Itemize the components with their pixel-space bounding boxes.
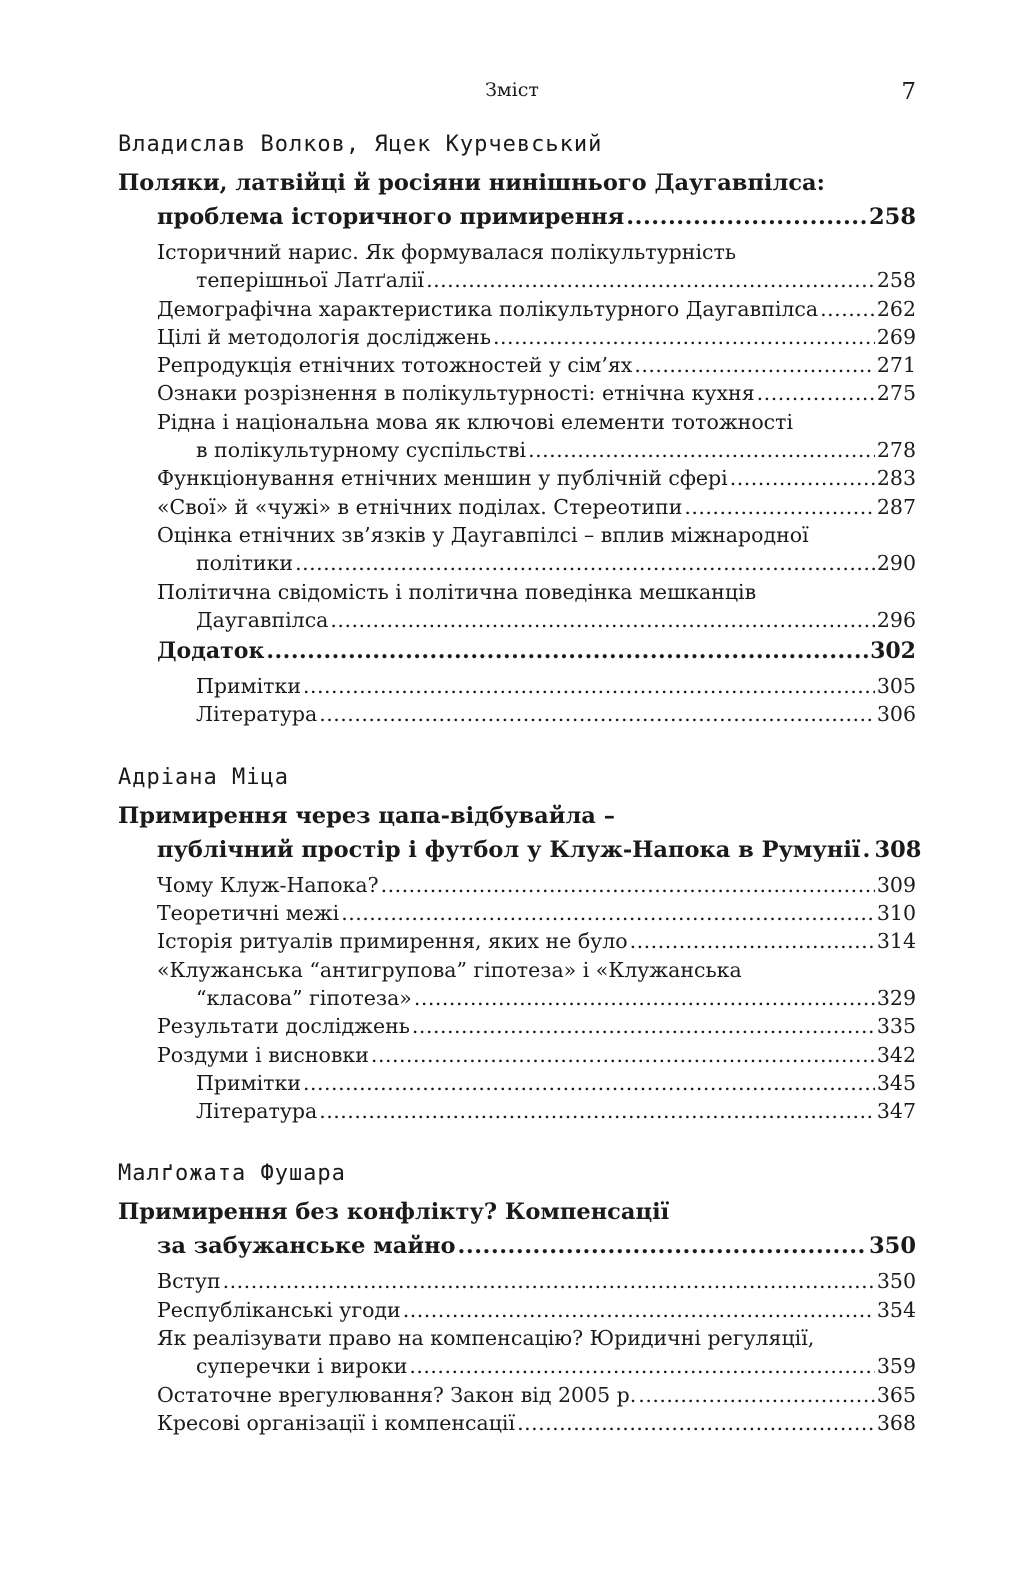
dot-leader (630, 927, 875, 955)
chapter-title-line2: публічний простір і футбол у Клуж-Напока в Румунії (157, 836, 861, 863)
dot-leader (403, 1296, 875, 1324)
toc-entry[interactable] (118, 956, 916, 1013)
chapter-page-number: 350 (869, 1233, 916, 1260)
entry-page-number: 290 (876, 551, 916, 576)
entry-page-number: 306 (876, 702, 916, 727)
toc-entry[interactable] (118, 1409, 916, 1437)
entry-text: Функціонування етнічних меншин у публічній сфері (157, 466, 728, 491)
entry-page-number: 342 (876, 1042, 916, 1067)
entry-text-line1: «Клужанська “антигрупова” гіпотеза» і «Клужанська (157, 957, 742, 982)
toc-entry[interactable] (118, 1041, 916, 1069)
entry-text-line1: Історичний нарис. Як формувалася полікультурність (157, 240, 737, 264)
dot-leader (319, 700, 875, 728)
toc-entry[interactable] (118, 1097, 916, 1125)
chapter-title[interactable] (118, 1195, 916, 1263)
entry-page-number: 335 (876, 1014, 916, 1039)
toc-entry[interactable] (118, 1267, 916, 1295)
section-authors: Адріана Міца (118, 764, 289, 790)
entry-page-number: 258 (876, 268, 916, 293)
toc-entry[interactable] (118, 1381, 916, 1409)
dot-leader (862, 833, 872, 867)
entry-page-number: 287 (876, 494, 916, 519)
table-of-contents (118, 130, 922, 1471)
entry-text-line1: Оцінка етнічних зв’язків у Даугавпілсі – вплив міжнародної (157, 522, 809, 547)
toc-entry[interactable] (118, 1324, 916, 1381)
chapter-page-number: 308 (874, 836, 922, 863)
chapter-title-line2: за забужанське майно (157, 1233, 456, 1260)
entry-text: Роздуми і висновки (157, 1042, 369, 1067)
entry-page-number: 329 (876, 985, 916, 1010)
entry-page-number: 283 (876, 466, 916, 491)
toc-section (118, 130, 916, 729)
dot-leader (757, 379, 875, 407)
entry-page-number: 296 (876, 607, 916, 632)
entry-text: Кресові організації і компенсації (157, 1410, 516, 1435)
entry-text: політики (196, 551, 294, 576)
dot-leader (319, 1097, 875, 1125)
entry-page-number: 309 (876, 872, 916, 897)
entry-text: теперішньої Латґалії (196, 268, 425, 293)
toc-entry[interactable] (118, 871, 916, 899)
entry-text: Результати досліджень (157, 1014, 410, 1039)
running-title: Зміст (485, 79, 539, 101)
toc-entry[interactable] (118, 408, 916, 465)
entry-text-line1: Політична свідомість і політична поведінка мешканців (157, 579, 757, 604)
toc-entry[interactable] (118, 700, 916, 728)
dot-leader (412, 1012, 875, 1040)
chapter-title-line1: Примирення через цапа-відбувайла – (118, 802, 615, 829)
entry-text: Даугавпілса (196, 607, 329, 632)
toc-entry[interactable] (118, 899, 916, 927)
entry-text: Теоретичні межі (157, 901, 340, 926)
entry-page-number: 310 (876, 901, 916, 926)
dot-leader (409, 1352, 875, 1380)
dot-leader (381, 871, 875, 899)
toc-entry[interactable] (118, 1012, 916, 1040)
dot-leader (820, 295, 875, 323)
entry-page-number: 269 (876, 324, 916, 349)
entry-page-number: 350 (876, 1269, 916, 1294)
entry-page-number: 262 (876, 296, 916, 321)
toc-entry[interactable] (118, 521, 916, 578)
entry-page-number: 305 (876, 674, 916, 699)
entry-text: Примітки (196, 1070, 301, 1095)
chapter-title[interactable] (118, 799, 922, 867)
entry-text: Остаточне врегулювання? Закон від 2005 р. (157, 1382, 637, 1407)
dot-leader (330, 606, 874, 634)
entry-text-line1: Рідна і національна мова як ключові елементи тотожності (157, 409, 794, 434)
dot-leader (634, 351, 875, 379)
entry-text: Цілі й методологія досліджень (157, 324, 492, 349)
toc-entry[interactable] (118, 1069, 916, 1097)
entry-text-line1: Як реалізувати право на компенсацію? Юридичні регуляції, (157, 1326, 815, 1351)
section-authors: Владислав Волков, Яцек Курчевський (118, 132, 603, 157)
toc-entry[interactable] (118, 493, 916, 521)
toc-entry[interactable] (118, 578, 916, 635)
chapter-page-number: 258 (869, 204, 916, 230)
entry-text: Чому Клуж-Напока? (157, 872, 379, 897)
entry-text: Республіканські угоди (157, 1297, 401, 1322)
dot-leader (493, 323, 875, 351)
toc-section (118, 1159, 916, 1437)
chapter-title-line1: Примирення без конфлікту? Компенсації (118, 1199, 670, 1226)
entry-text: Примітки (196, 674, 301, 699)
toc-entry[interactable] (118, 238, 916, 295)
dot-leader (684, 493, 875, 521)
dot-leader (303, 1069, 875, 1097)
toc-entry[interactable] (118, 379, 916, 407)
dot-leader (341, 899, 875, 927)
toc-entry[interactable] (118, 672, 916, 700)
section-authors: Малґожата Фушара (118, 1161, 346, 1187)
entry-text: «Свої» й «чужі» в етнічних поділах. Стереотипи (157, 494, 683, 519)
toc-entry[interactable] (118, 1296, 916, 1324)
entry-page-number: 314 (876, 929, 916, 954)
dot-leader (295, 549, 875, 577)
entry-page-number: 359 (876, 1354, 916, 1379)
toc-entry[interactable] (118, 927, 916, 955)
page-number: 7 (901, 79, 916, 105)
entry-text: Ознаки розрізнення в полікультурності: етнічна кухня (157, 381, 755, 406)
entry-page-number: 275 (876, 381, 916, 406)
entry-text: Вступ (157, 1269, 221, 1294)
dot-leader (517, 1409, 875, 1437)
entry-page-number: 368 (876, 1410, 916, 1435)
entry-text: Додаток (157, 638, 265, 665)
dot-leader (371, 1041, 875, 1069)
toc-entry[interactable] (118, 295, 916, 323)
entry-page-number: 278 (876, 438, 916, 463)
entry-page-number: 354 (876, 1297, 916, 1322)
entry-text: суперечки і вироки (196, 1354, 408, 1379)
dot-leader (730, 464, 875, 492)
entry-page-number: 302 (870, 638, 916, 665)
entry-text: Література (196, 702, 318, 727)
entry-page-number: 365 (876, 1382, 916, 1407)
dot-leader (638, 1381, 875, 1409)
dot-leader (266, 634, 868, 668)
toc-entry[interactable] (118, 634, 916, 668)
entry-text: в полікультурному суспільстві (196, 438, 527, 463)
chapter-title[interactable] (118, 166, 916, 234)
entry-text: Література (196, 1099, 318, 1124)
chapter-title-line2: проблема історичного примирення (157, 204, 625, 230)
dot-leader (458, 1229, 867, 1263)
dot-leader (426, 266, 875, 294)
dot-leader (303, 672, 875, 700)
entry-text: Репродукція етнічних тотожностей у сім’ях (157, 353, 633, 378)
entry-page-number: 345 (876, 1070, 916, 1095)
entry-text: “класова” гіпотеза» (196, 985, 412, 1010)
toc-section (118, 763, 922, 1126)
dot-leader (626, 200, 867, 234)
chapter-title-line1: Поляки, латвійці й росіяни нинішнього Даугавпілса: (118, 170, 825, 196)
toc-entry[interactable] (118, 464, 916, 492)
toc-entry[interactable] (118, 323, 916, 351)
entry-page-number: 271 (876, 353, 916, 378)
dot-leader (528, 436, 875, 464)
dot-leader (223, 1267, 875, 1295)
entry-text: Демографічна характеристика полікультурного Даугавпілса (157, 296, 819, 321)
dot-leader (414, 984, 875, 1012)
entry-page-number: 347 (876, 1099, 916, 1124)
entry-text: Історія ритуалів примирення, яких не було (157, 929, 628, 954)
toc-entry[interactable] (118, 351, 916, 379)
